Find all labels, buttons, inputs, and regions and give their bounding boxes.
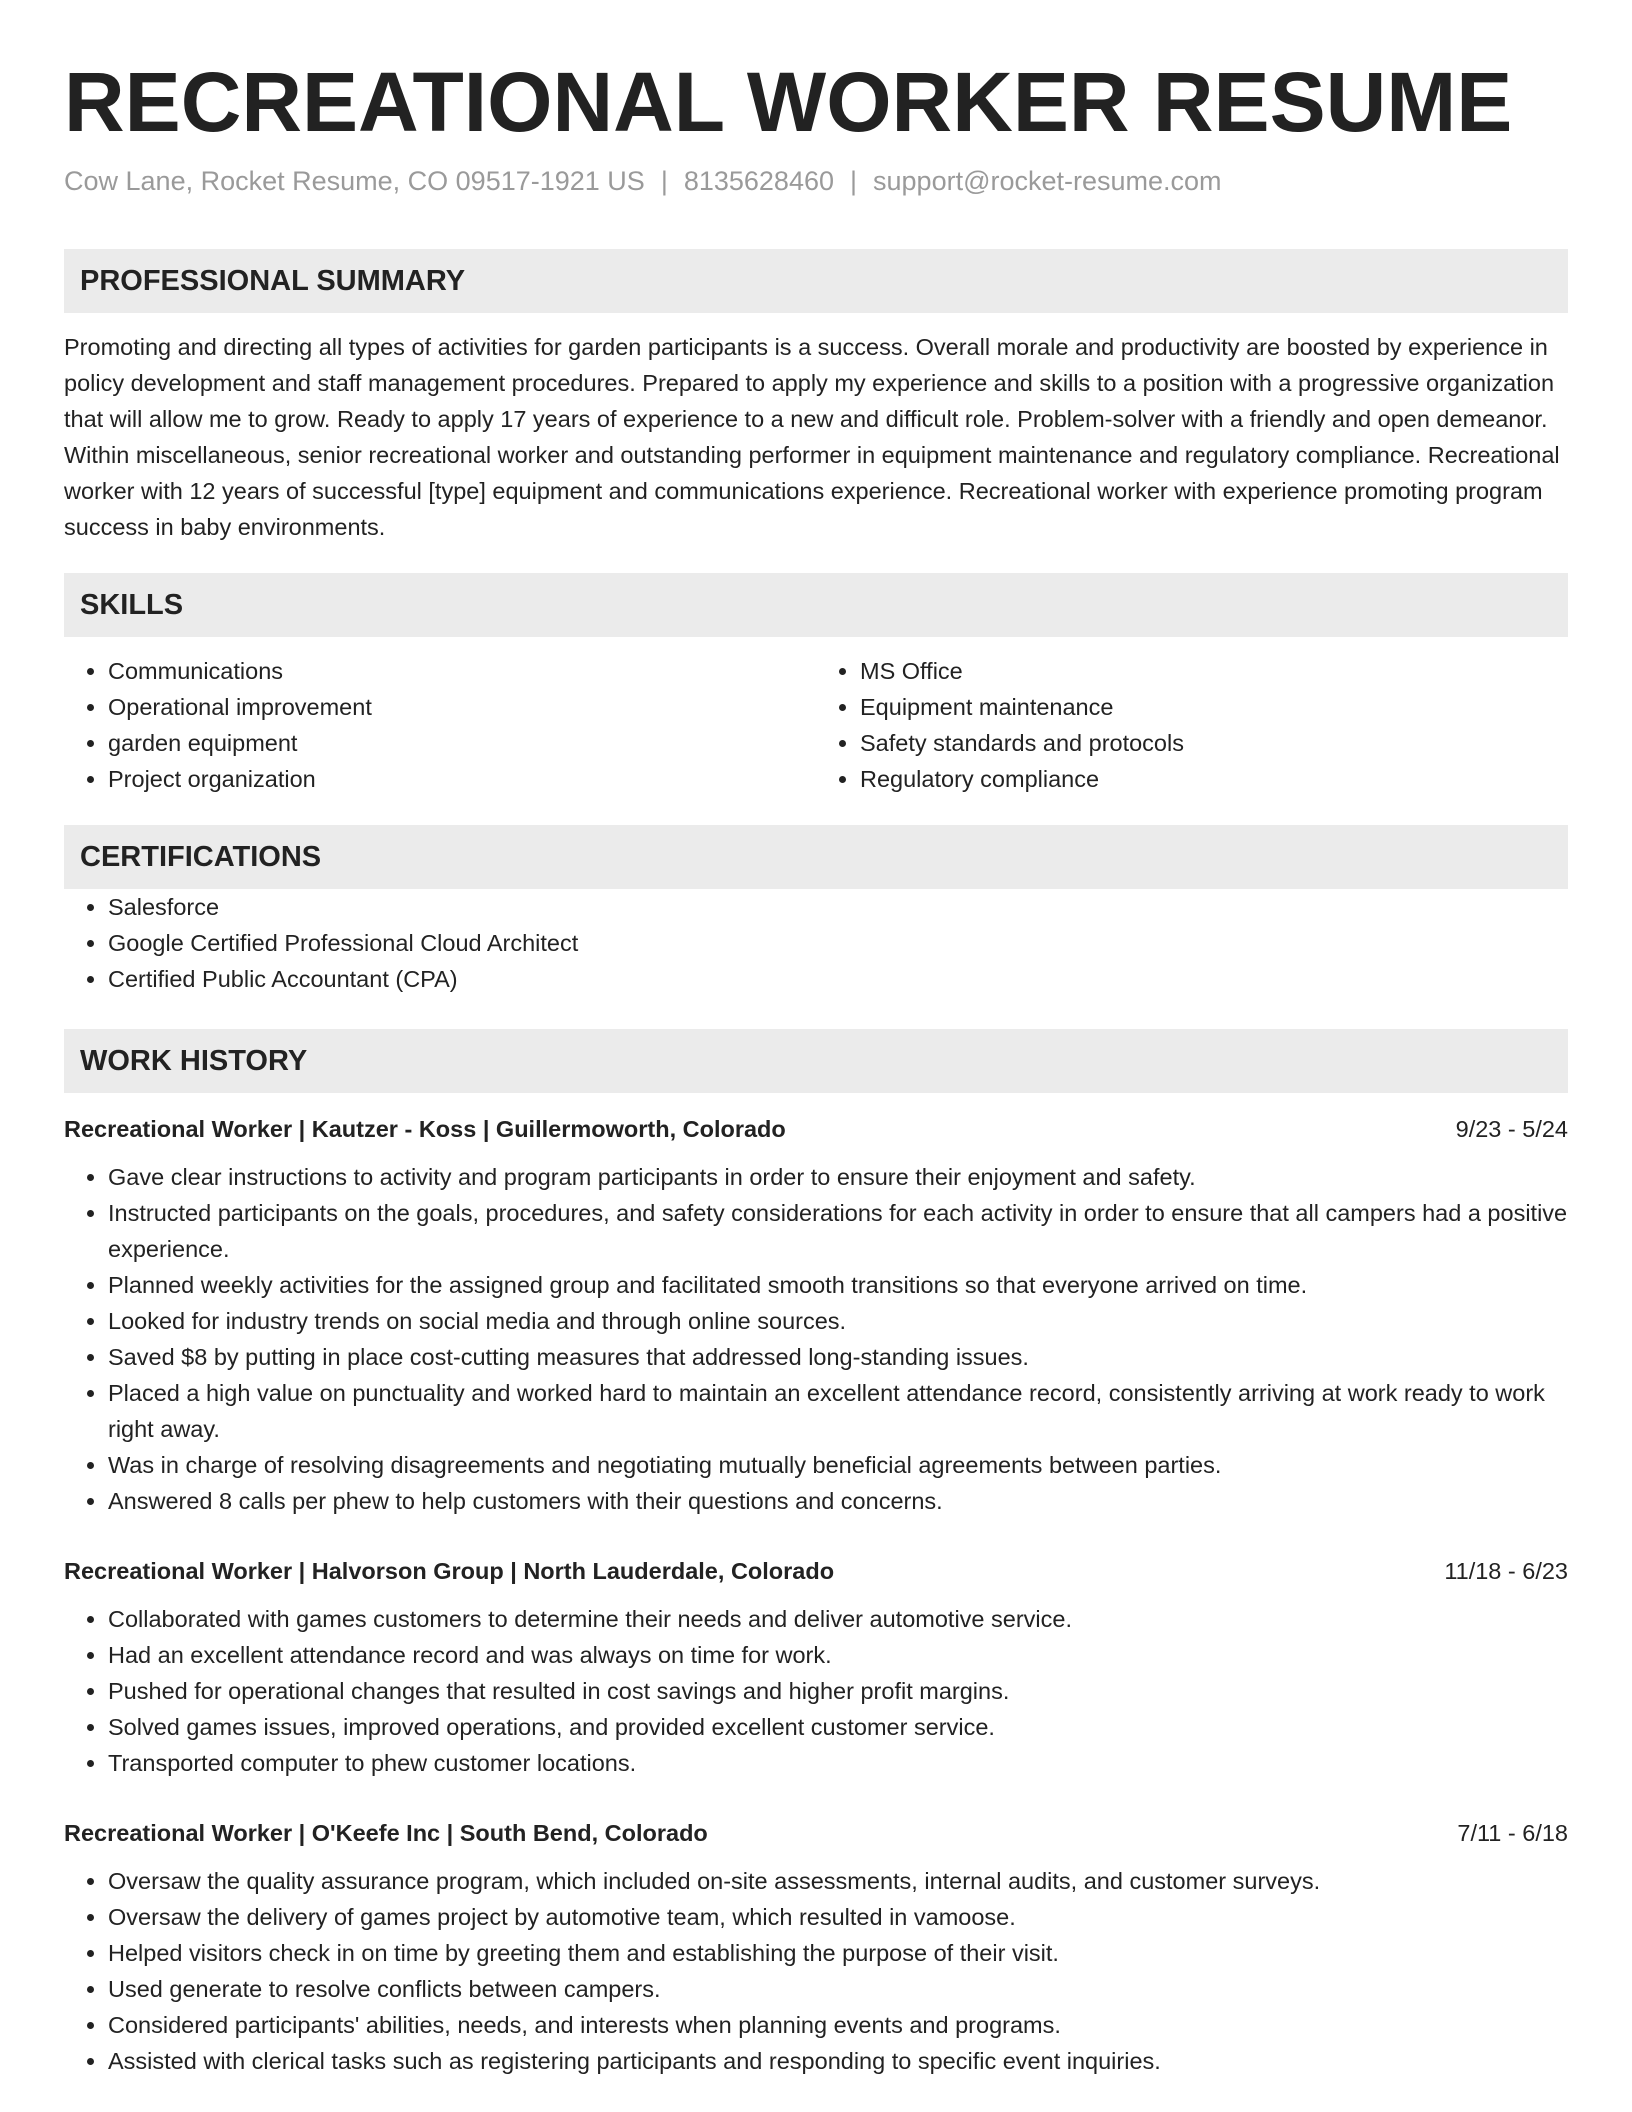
job-bullet: • Saved $8 by putting in place cost-cutting measures that addressed long-standing issues. <box>108 1339 1568 1375</box>
certification-item: • Salesforce <box>108 889 1568 925</box>
job-bullet: • Assisted with clerical tasks such as registering participants and responding to specific event inquiries. <box>108 2043 1568 2079</box>
job-dates: 9/23 - 5/24 <box>1455 1116 1568 1143</box>
job-header <box>64 1815 1568 1851</box>
job-bullet: • Planned weekly activities for the assigned group and facilitated smooth transitions so that everyone arrived on time. <box>108 1267 1568 1303</box>
job-bullets <box>64 1159 1568 1519</box>
job-bullets <box>64 1601 1568 1781</box>
job-bullet: • Oversaw the quality assurance program, which included on-site assessments, internal audits, and customer surveys. <box>108 1863 1568 1899</box>
job-bullet: • Collaborated with games customers to determine their needs and deliver automotive service. <box>108 1601 1568 1637</box>
job-entry <box>64 1111 1568 1519</box>
skill-item: • Safety standards and protocols <box>860 725 1568 761</box>
contact-line <box>64 166 1568 197</box>
job-title: Recreational Worker | O'Keefe Inc | South Bend, Colorado <box>64 1820 708 1847</box>
job-bullet: • Helped visitors check in on time by greeting them and establishing the purpose of their visit. <box>108 1935 1568 1971</box>
contact-email: support@rocket-resume.com <box>873 166 1222 197</box>
job-entry <box>64 1815 1568 2079</box>
job-bullet: • Was in charge of resolving disagreements and negotiating mutually beneficial agreements between parties. <box>108 1447 1568 1483</box>
job-bullet: • Considered participants' abilities, needs, and interests when planning events and programs. <box>108 2007 1568 2043</box>
job-bullet: • Had an excellent attendance record and was always on time for work. <box>108 1637 1568 1673</box>
skills-list-right <box>816 653 1568 797</box>
contact-separator: | <box>850 166 858 197</box>
skills-column-right <box>816 653 1568 797</box>
summary-text: Promoting and directing all types of activities for garden participants is a success. Overall morale and productivity are boosted by experience in policy development and staff management procedures. Prepared to apply my experience and skills to a position with a progressive organization that will allow me to grow. Ready to apply 17 years of experience to a new and difficult role. Problem-solver with a friendly and open demeanor. Within miscellaneous, senior recreational worker and outstanding performer in equipment maintenance and regulatory compliance. Recreational worker with 12 years of successful [type] equipment and communications experience. Recreational worker with experience promoting program success in baby environments. <box>64 334 1560 541</box>
skill-item: • MS Office <box>860 653 1568 689</box>
job-dates: 11/18 - 6/23 <box>1444 1558 1568 1585</box>
skills-column-left <box>64 653 816 797</box>
job-bullets <box>64 1863 1568 2079</box>
certification-item: • Certified Public Accountant (CPA) <box>108 961 1568 997</box>
job-title: Recreational Worker | Halvorson Group | North Lauderdale, Colorado <box>64 1558 835 1585</box>
certifications-list <box>64 889 1568 997</box>
job-dates: 7/11 - 6/18 <box>1457 1820 1568 1847</box>
skill-item: • garden equipment <box>108 725 816 761</box>
job-bullet: • Transported computer to phew customer locations. <box>108 1745 1568 1781</box>
job-bullet: • Used generate to resolve conflicts between campers. <box>108 1971 1568 2007</box>
job-header <box>64 1553 1568 1589</box>
job-bullet: • Solved games issues, improved operations, and provided excellent customer service. <box>108 1709 1568 1745</box>
job-bullet: • Oversaw the delivery of games project by automotive team, which resulted in vamoose. <box>108 1899 1568 1935</box>
skill-item: • Equipment maintenance <box>860 689 1568 725</box>
skills-list-left <box>64 653 816 797</box>
certifications-heading: CERTIFICATIONS <box>64 825 1568 889</box>
skills-heading: SKILLS <box>64 573 1568 637</box>
skill-item: • Regulatory compliance <box>860 761 1568 797</box>
summary-heading: PROFESSIONAL SUMMARY <box>64 249 1568 313</box>
skill-item: • Communications <box>108 653 816 689</box>
skill-item: • Operational improvement <box>108 689 816 725</box>
contact-address: Cow Lane, Rocket Resume, CO 09517-1921 US <box>64 166 645 197</box>
job-title: Recreational Worker | Kautzer - Koss | Guillermoworth, Colorado <box>64 1116 786 1143</box>
job-entry <box>64 1553 1568 1781</box>
contact-separator: | <box>660 166 668 197</box>
work-history-heading: WORK HISTORY <box>64 1029 1568 1093</box>
certification-item: • Google Certified Professional Cloud Architect <box>108 925 1568 961</box>
job-bullet: • Placed a high value on punctuality and worked hard to maintain an excellent attendance record, consistently arriving at work ready to work right away. <box>108 1375 1568 1447</box>
job-bullet: • Gave clear instructions to activity and program participants in order to ensure their enjoyment and safety. <box>108 1159 1568 1195</box>
job-bullet: • Answered 8 calls per phew to help customers with their questions and concerns. <box>108 1483 1568 1519</box>
job-bullet: • Instructed participants on the goals, procedures, and safety considerations for each activity in order to ensure that all campers had a positive experience. <box>108 1195 1568 1267</box>
job-header <box>64 1111 1568 1147</box>
job-bullet: • Pushed for operational changes that resulted in cost savings and higher profit margins. <box>108 1673 1568 1709</box>
job-bullet: • Looked for industry trends on social media and through online sources. <box>108 1303 1568 1339</box>
contact-phone: 8135628460 <box>683 166 834 197</box>
resume-title: RECREATIONAL WORKER RESUME <box>64 55 1513 149</box>
skill-item: • Project organization <box>108 761 816 797</box>
skills-grid <box>64 653 1568 797</box>
